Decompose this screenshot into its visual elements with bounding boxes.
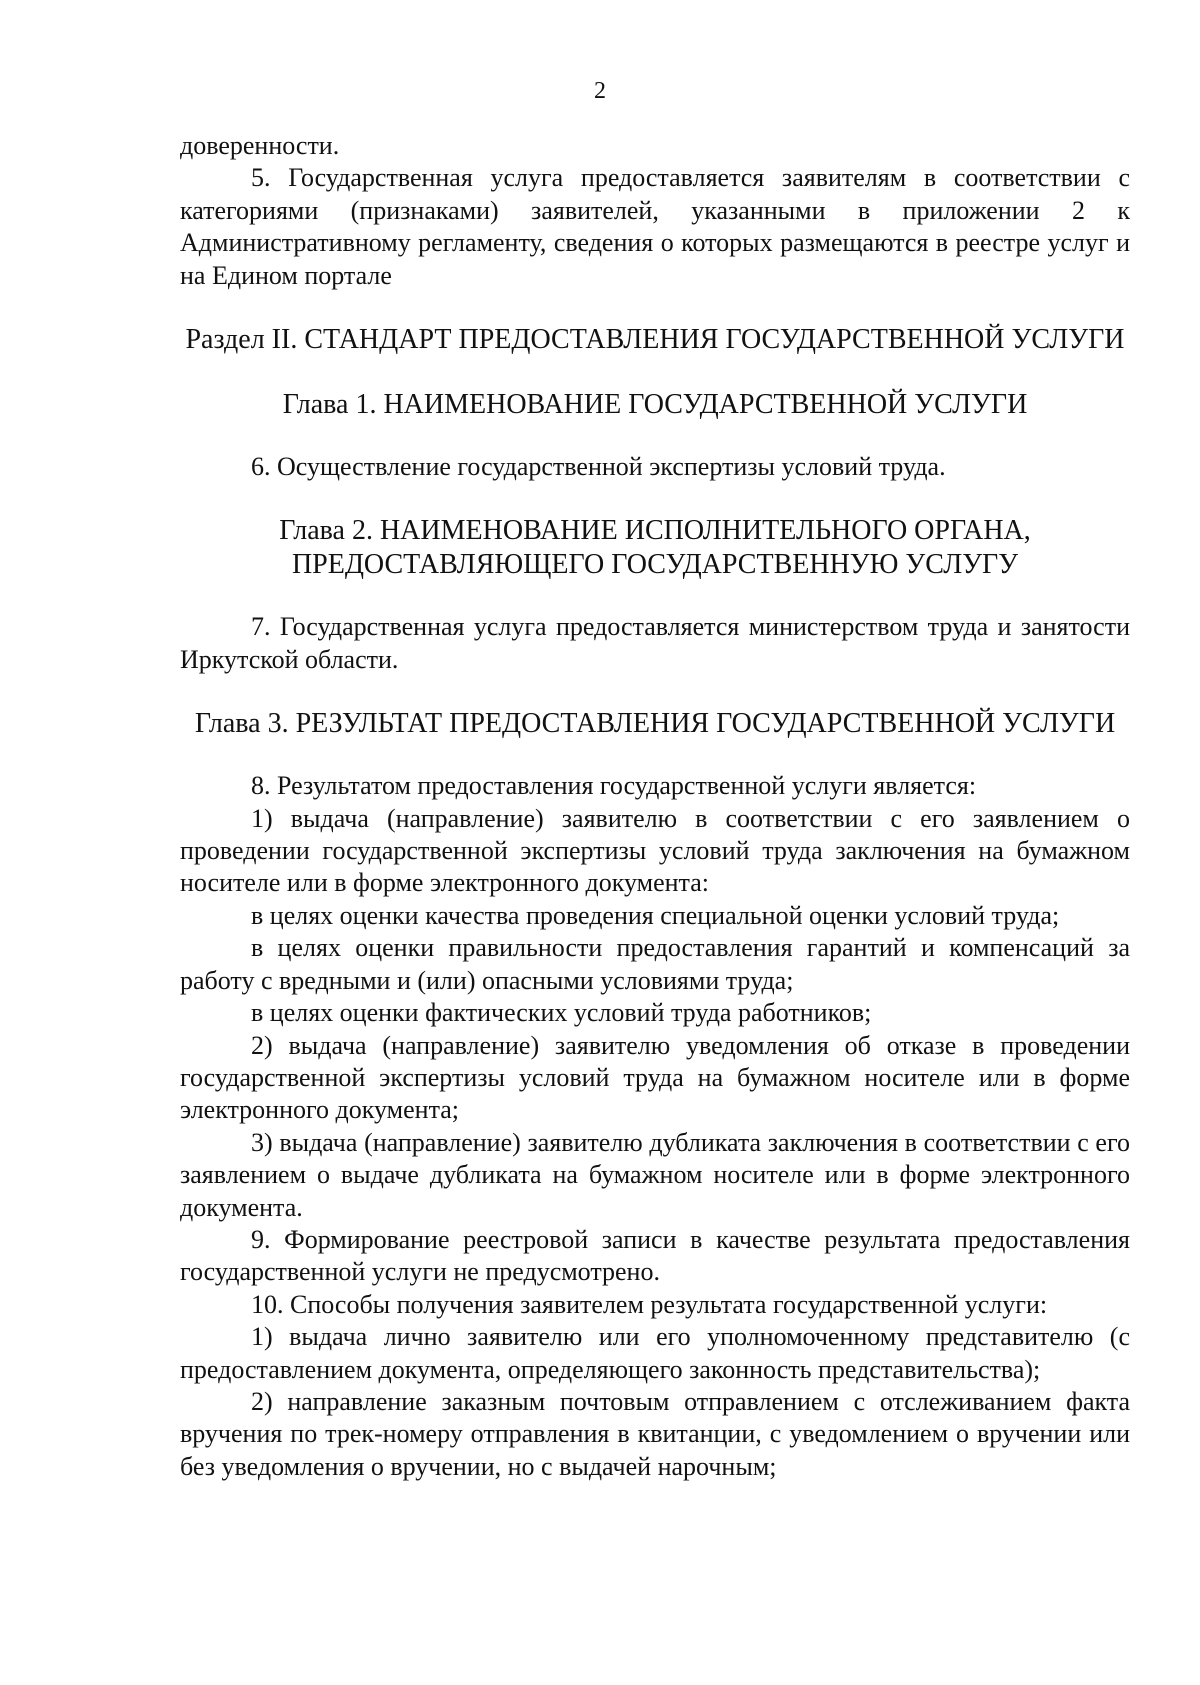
paragraph: в целях оценки качества проведения специальной оценки условий труда;	[251, 900, 1060, 930]
paragraph: 10. Способы получения заявителем результата государственной услуги:	[251, 1289, 1048, 1319]
paragraph: доверенности.	[180, 131, 340, 160]
section-heading: Раздел II. СТАНДАРТ ПРЕДОСТАВЛЕНИЯ ГОСУДАРСТВЕННОЙ УСЛУГИ	[185, 324, 1125, 356]
paragraph: в целях оценки правильности предоставления гарантий и компенсаций за работу с вредными и (или) опасными условиями труда;	[180, 933, 1130, 995]
paragraph: 1) выдача лично заявителю или его уполномоченному представителю (с предоставлением документа, определяющего законность представительства);	[180, 1322, 1130, 1384]
section-heading: Глава 3. РЕЗУЛЬТАТ ПРЕДОСТАВЛЕНИЯ ГОСУДАРСТВЕННОЙ УСЛУГИ	[194, 708, 1116, 740]
paragraph: 3) выдача (направление) заявителю дубликата заключения в соответствии с его заявлением о выдаче дубликата на бумажном носителе или в форме электронного документа.	[180, 1127, 1130, 1222]
paragraph: 7. Государственная услуга предоставляется министерством труда и занятости Иркутской области.	[180, 612, 1130, 674]
heading-line: Глава 2. НАИМЕНОВАНИЕ ИСПОЛНИТЕЛЬНОГО ОРГАНА,	[279, 515, 1031, 547]
paragraph: 2) направление заказным почтовым отправлением с отслеживанием факта вручения по трек-номеру отправления в квитанции, с уведомлением о вручении или без уведомления о вручении, но с выдачей нарочным;	[180, 1386, 1130, 1481]
document-body	[180, 130, 1130, 1483]
heading-line: ПРЕДОСТАВЛЯЮЩЕГО ГОСУДАРСТВЕННУЮ УСЛУГУ	[291, 549, 1019, 581]
paragraph: 8. Результатом предоставления государственной услуги является:	[251, 771, 977, 801]
paragraph: 5. Государственная услуга предоставляется заявителям в соответствии с категориями (признаками) заявителей, указанными в приложении 2 к Административному регламенту, сведения о которых размещаются в реестре услуг и на Едином портале	[180, 163, 1130, 290]
paragraph: 9. Формирование реестровой записи в качестве результата предоставления государственной услуги не предусмотрено.	[180, 1224, 1130, 1287]
paragraph: в целях оценки фактических условий труда работников;	[251, 998, 872, 1028]
section-heading	[180, 514, 1130, 582]
paragraph: 2) выдача (направление) заявителю уведомления об отказе в проведении государственной экспертизы условий труда на бумажном носителе или в форме электронного документа;	[180, 1030, 1130, 1125]
page-number: 2	[594, 78, 606, 104]
paragraph: 1) выдача (направление) заявителю в соответствии с его заявлением о проведении государственной экспертизы условий труда заключения на бумажном носителе или в форме электронного документа:	[180, 803, 1130, 898]
section-heading: Глава 1. НАИМЕНОВАНИЕ ГОСУДАРСТВЕННОЙ УСЛУГИ	[282, 389, 1028, 421]
paragraph: 6. Осуществление государственной экспертизы условий труда.	[251, 452, 946, 482]
